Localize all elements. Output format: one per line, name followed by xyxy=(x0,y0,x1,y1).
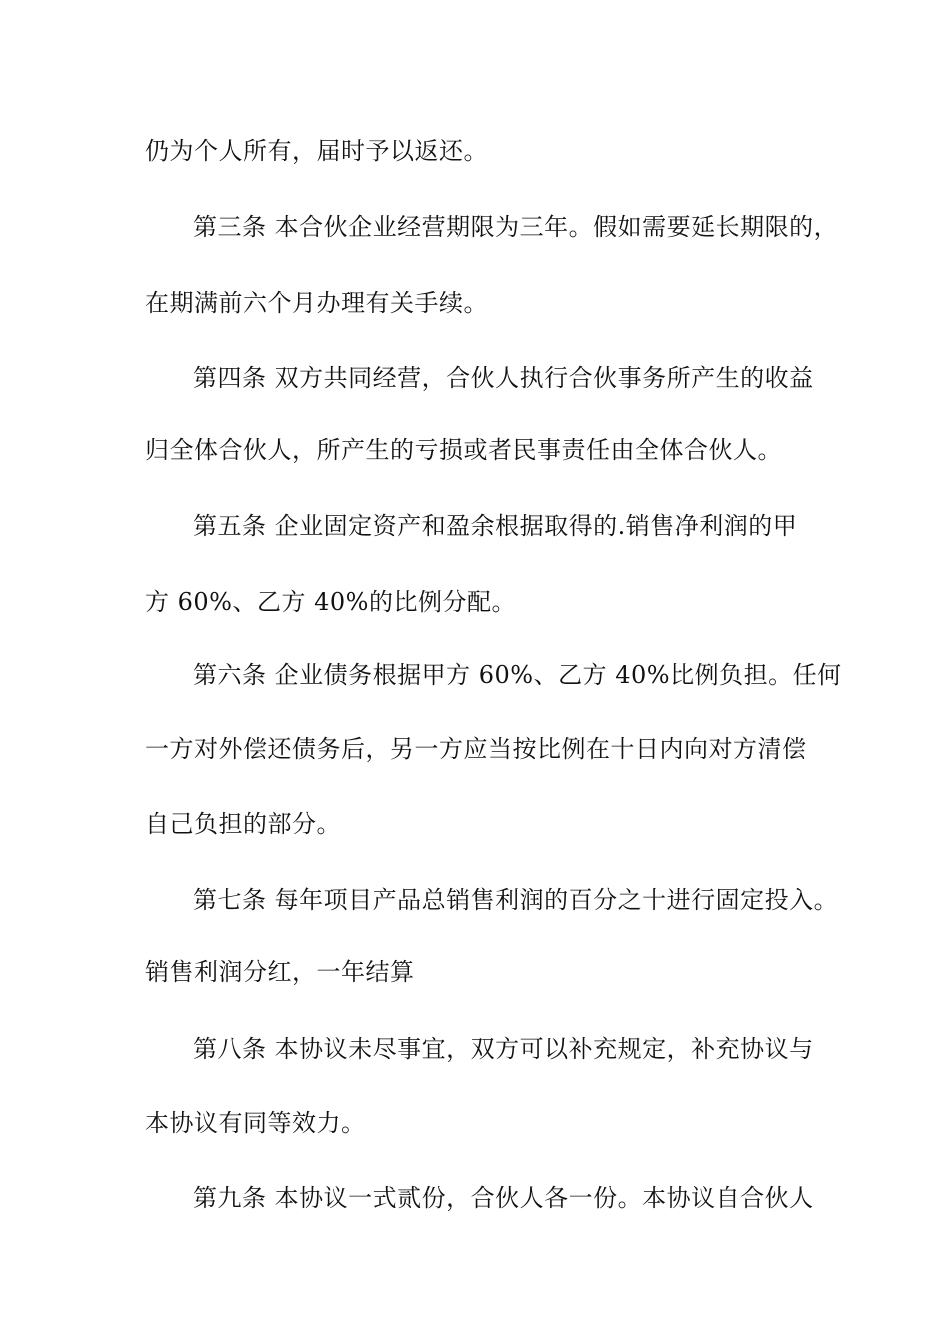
text-line: 仍为个人所有，届时予以返还。 xyxy=(145,137,488,165)
article-6-line-3: 自己负担的部分。 xyxy=(145,810,341,838)
article-5-line-1: 第五条 企业固定资产和盈余根据取得的.销售净利润的甲 xyxy=(193,512,798,540)
article-6-line-2: 一方对外偿还债务后，另一方应当按比例在十日内向对方清偿 xyxy=(145,735,807,763)
article-4-line-2: 归全体合伙人，所产生的亏损或者民事责任由全体合伙人。 xyxy=(145,436,782,464)
article-7-line-1: 第七条 每年项目产品总销售利润的百分之十进行固定投入。 xyxy=(193,886,839,914)
article-4-line-1: 第四条 双方共同经营，合伙人执行合伙事务所产生的收益 xyxy=(193,364,814,392)
article-3-line-1: 第三条 本合伙企业经营期限为三年。假如需要延长期限的， xyxy=(193,213,839,241)
article-6-line-1: 第六条 企业债务根据甲方 60%、乙方 40%比例负担。任何 xyxy=(193,661,842,689)
article-8-line-2: 本协议有同等效力。 xyxy=(145,1109,366,1137)
article-5-line-2: 方 60%、乙方 40%的比例分配。 xyxy=(145,588,516,616)
article-7-line-2: 销售利润分红，一年结算 xyxy=(145,958,415,986)
article-9-line-1: 第九条 本协议一式贰份，合伙人各一份。本协议自合伙人 xyxy=(193,1184,814,1212)
article-8-line-1: 第八条 本协议未尽事宜，双方可以补充规定，补充协议与 xyxy=(193,1035,814,1063)
article-3-line-2: 在期满前六个月办理有关手续。 xyxy=(145,289,488,317)
